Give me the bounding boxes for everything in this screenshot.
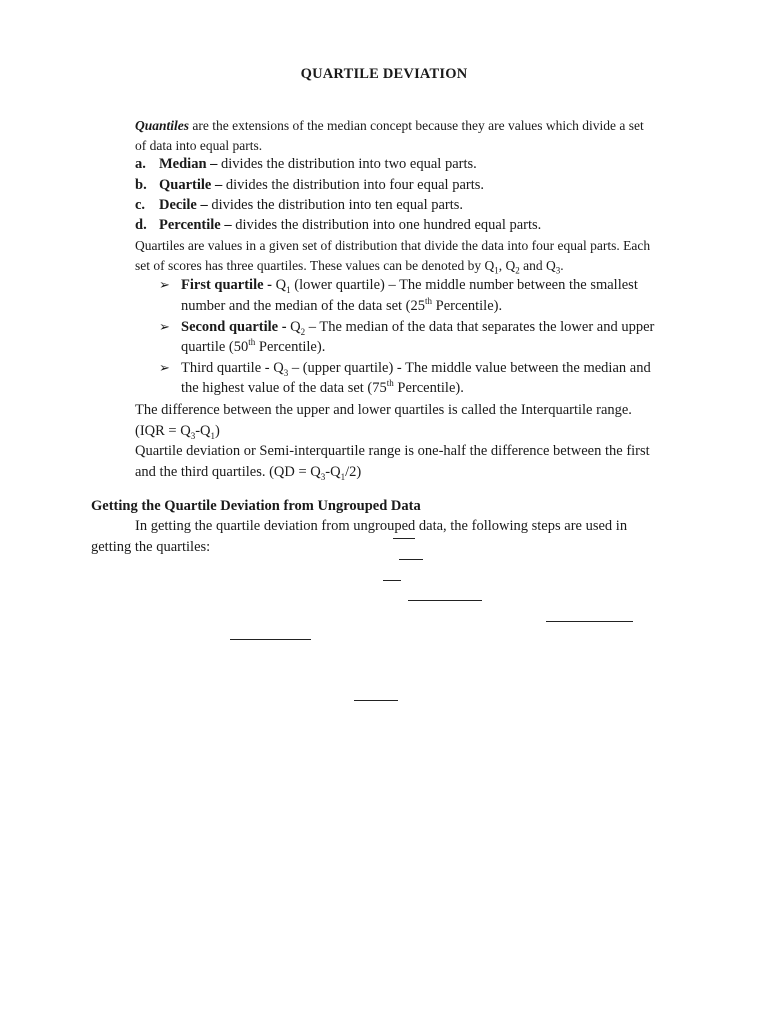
underline-mark [399,559,423,560]
subscript: 3 [283,367,289,378]
intro-line-1 [135,117,644,135]
quartiles-text: set of scores has three quartiles. These values can be denoted by Q [135,258,495,273]
bullet-text: Percentile). [432,298,503,314]
list-text: divides the distribution into ten equal parts. [207,197,464,213]
bullet-label: Second quartile - [181,319,291,335]
list-item [135,196,463,214]
bullet-q: Q [290,319,301,335]
list-term: Percentile – [159,217,232,233]
bullet-label: Third quartile - [181,360,274,376]
subscript: 3 [190,430,196,441]
superscript: th [386,378,394,389]
bullet-text: (lower quartile) – The middle number between the smallest [290,277,638,293]
list-item [135,176,484,194]
qd-line-2 [135,463,361,481]
arrow-bullet-icon: ➢ [159,277,170,292]
bullet-first-line-2 [181,297,502,315]
bullet-third-line-2 [181,379,464,397]
arrow-bullet-icon: ➢ [159,319,170,334]
quartiles-line-2 [135,257,564,275]
underline-mark [546,621,633,622]
subscript: 2 [300,326,306,337]
quartiles-line-1: Quartiles are values in a given set of distribution that divide the data into four equal parts. Each [135,238,651,253]
subscript: 2 [515,265,520,276]
list-term: Quartile – [159,177,223,193]
bullet-third-line-1 [181,359,651,377]
bullet-text: Percentile). [393,380,464,396]
iqr-line-1: The difference between the upper and lower quartiles is called the Interquartile range. [135,402,632,418]
qd-text: /2) [345,464,362,480]
intro-text: are the extensions of the median concept because they are values which divide a set [189,118,644,133]
quartiles-text: . [560,258,564,273]
list-letter: c. [135,197,146,213]
list-letter: a. [135,156,146,172]
bullet-second-line-1 [181,318,654,336]
bullet-q: Q [275,277,287,293]
bullet-text: quartile (50 [181,339,249,355]
subscript: 3 [320,471,326,482]
page-title: QUARTILE DEVIATION [300,66,468,82]
list-text: divides the distribution into one hundred equal parts. [231,217,542,233]
iqr-text: (IQR = Q [135,423,191,439]
bullet-text: Percentile). [255,339,326,355]
bullet-text: number and the median of the data set (25 [181,298,426,314]
bullet-second-line-2 [181,338,325,356]
list-term: Decile – [159,197,208,213]
iqr-text: ) [215,423,220,439]
intro-line-2: of data into equal parts. [135,138,263,153]
section-line-2: getting the quartiles: [91,539,211,555]
subscript: 3 [555,265,561,276]
bullet-text: – (upper quartile) - The middle value between the median and [288,360,651,376]
subscript: 1 [340,471,346,482]
quartiles-text: and Q [519,258,556,273]
subscript: 1 [286,284,291,295]
list-text: divides the distribution into two equal parts. [217,156,477,172]
underline-mark [230,639,311,640]
bullet-text: – The median of the data that separates the lower and upper [305,319,655,335]
qd-line-1: Quartile deviation or Semi-interquartile range is one-half the difference between the first [135,443,650,459]
underline-mark [354,700,398,701]
list-letter: b. [135,177,147,193]
subscript: 1 [494,265,499,276]
bullet-label: First quartile - [181,277,276,293]
iqr-line-2 [135,422,220,440]
underline-mark [408,600,482,601]
list-text: divides the distribution into four equal parts. [222,177,484,193]
arrow-bullet-icon: ➢ [159,360,170,375]
bullet-first-line-1 [181,276,638,294]
quartiles-text: , Q [498,258,516,273]
superscript: th [248,337,256,348]
iqr-text: -Q [195,423,211,439]
qd-text: and the third quartiles. (QD = Q [135,464,321,480]
bullet-text: the highest value of the data set (75 [181,380,387,396]
list-letter: d. [135,217,147,233]
underline-mark [393,538,415,539]
qd-text: -Q [325,464,341,480]
quantiles-term: Quantiles [135,118,190,133]
section-heading: Getting the Quartile Deviation from Ungrouped Data [91,498,421,514]
underline-mark [383,580,401,581]
subscript: 1 [210,430,216,441]
superscript: th [425,296,433,307]
bullet-q: Q [273,360,284,376]
section-line-1: In getting the quartile deviation from ungrouped data, the following steps are used in [135,518,628,534]
list-item [135,155,477,173]
list-term: Median – [159,156,218,172]
list-item [135,216,541,234]
